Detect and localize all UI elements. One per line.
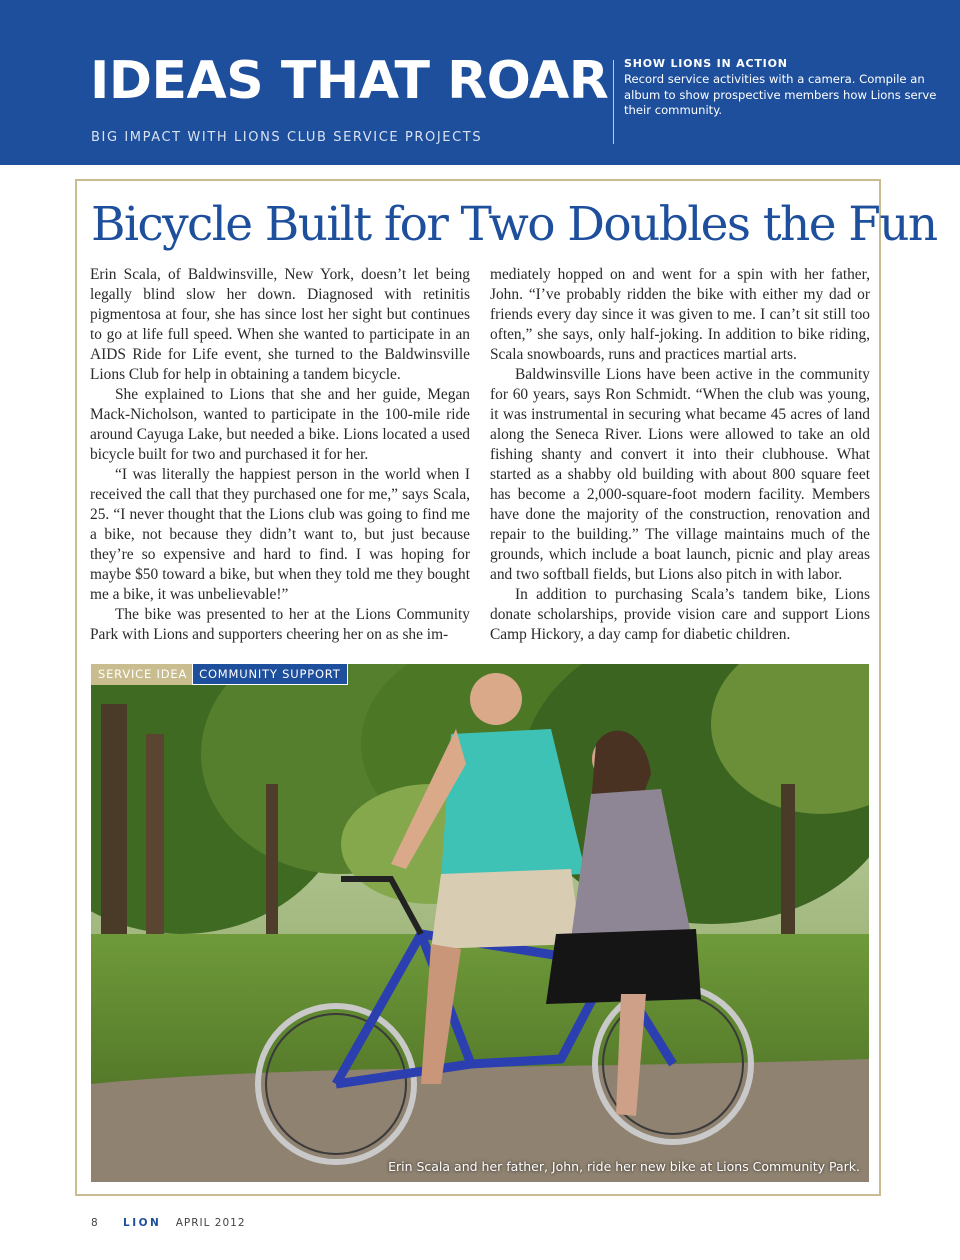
article-column-left <box>90 265 470 645</box>
banner-divider <box>613 60 614 144</box>
photo-caption: Erin Scala and her father, John, ride her new bike at Lions Community Park. <box>388 1159 860 1174</box>
paragraph: Erin Scala, of Baldwinsville, New York, doesn’t let being legally blind slow her down. Diagnosed with retinitis pigmentosa at four, she has since lost her sight but continues to go at life full speed. When she wanted to participate in an AIDS Ride for Life event, she turned to the Baldwinsville Lions Club for help in obtaining a tandem bicycle. <box>90 266 470 383</box>
magazine-name: LION <box>123 1217 162 1229</box>
header-banner <box>0 0 960 165</box>
page-footer <box>91 1217 246 1229</box>
page-number: 8 <box>91 1217 99 1229</box>
tip-text: Record service activities with a camera. Compile an album to show prospective members how Lions serve their community. <box>624 72 937 117</box>
section-title: IDEAS THAT ROAR <box>90 51 609 111</box>
tip-sidebar <box>624 56 954 119</box>
paragraph: mediately hopped on and went for a spin with her father, John. “I’ve probably ridden the bike with either my dad or friends every day since it was given to me. I can’t sit still too often,” she says, only half-joking. In addition to bike riding, Scala snowboards, runs and practices martial arts. <box>490 266 870 363</box>
article-column-right <box>490 265 870 645</box>
section-subtitle: BIG IMPACT WITH LIONS CLUB SERVICE PROJECTS <box>91 130 483 145</box>
paragraph: “I was literally the happiest person in the world when I received the call that they purchased one for me,” says Scala, 25. “I never thought that the Lions club was going to find me a bike, not because they didn’t want to, but just because they’re so expensive and hard to find. I was hoping for maybe $50 toward a bike, but when they told me they bought me a bike, it was unbelievable!” <box>90 466 470 603</box>
service-idea-tag <box>91 664 348 685</box>
issue-date: APRIL 2012 <box>175 1217 246 1229</box>
tag-label: SERVICE IDEA <box>91 664 192 685</box>
tag-category: COMMUNITY SUPPORT <box>192 663 347 685</box>
article-headline: Bicycle Built for Two Doubles the Fun <box>91 197 937 252</box>
photo-illustration <box>91 664 869 1182</box>
tandem-bike-photo <box>91 664 869 1182</box>
paragraph: Baldwinsville Lions have been active in the community for 60 years, says Ron Schmidt. “When the club was young, it was instrumental in securing what became 45 acres of land along the Seneca River. Lions were allowed to take an old fishing shanty and convert it into their clubhouse. What started as a shabby old building with about 800 square feet has become a 2,000-square-foot modern facility. Members have done the majority of the construction, renovation and repair to the building.” The village maintains much of the grounds, which include a boat launch, picnic and play areas and two softball fields, but Lions also pitch in with labor. <box>490 366 870 583</box>
tip-heading: SHOW LIONS IN ACTION <box>624 57 788 70</box>
paragraph: The bike was presented to her at the Lions Community Park with Lions and supporters cheering her on as she im- <box>90 606 470 643</box>
paragraph: She explained to Lions that she and her guide, Megan Mack-Nicholson, wanted to participate in the 100-mile ride around Cayuga Lake, but needed a bike. Lions located a used bicycle built for two and purchased it for her. <box>90 386 470 463</box>
paragraph: In addition to purchasing Scala’s tandem bike, Lions donate scholarships, provide vision care and support Lions Camp Hickory, a day camp for diabetic children. <box>490 586 870 643</box>
